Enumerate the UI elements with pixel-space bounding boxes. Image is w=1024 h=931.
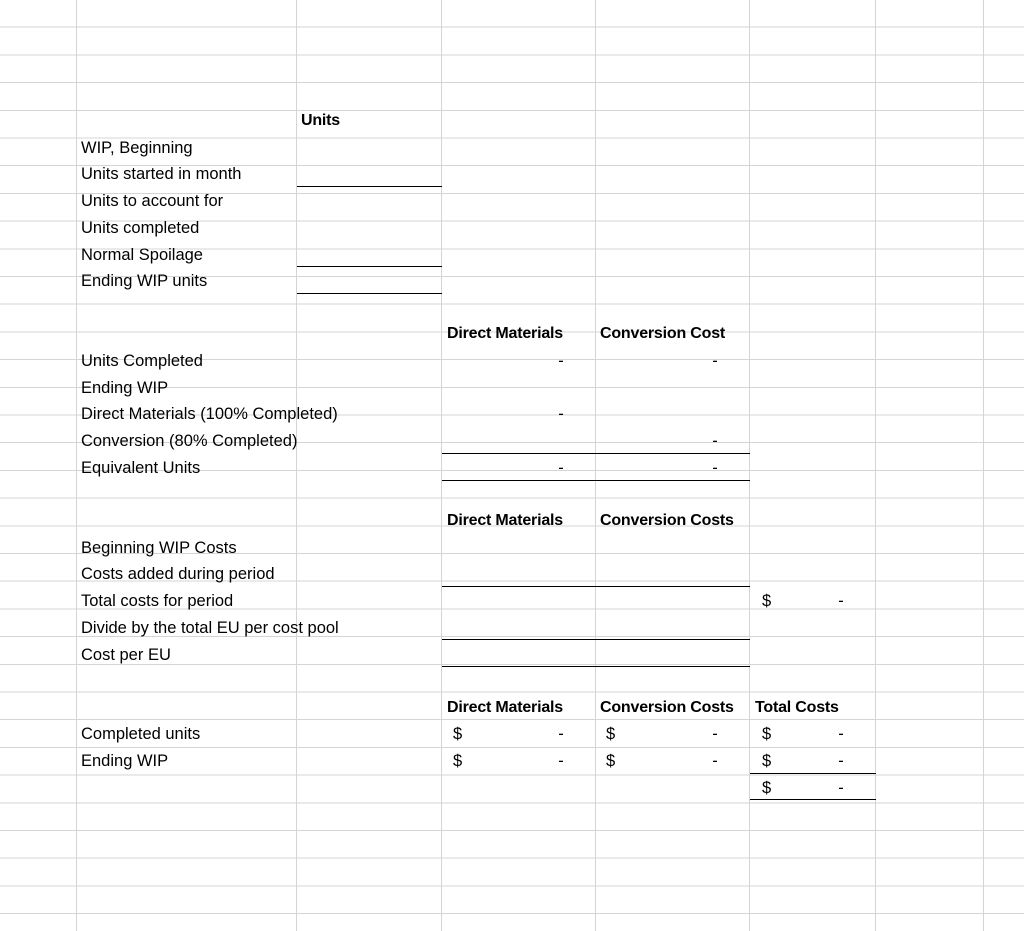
col-header-direct-materials-cost: Direct Materials [447, 512, 563, 529]
dollar-sign: $ [762, 725, 772, 743]
underline [442, 586, 750, 587]
dash-value: - [838, 592, 844, 610]
row-label-completed-units: Completed units [81, 725, 201, 743]
underline [297, 293, 442, 294]
dollar-sign: $ [453, 752, 463, 770]
dash-value: - [558, 752, 564, 770]
row-label-cost-per-eu: Cost per EU [81, 646, 171, 664]
dash-value: - [838, 752, 844, 770]
underline [750, 799, 876, 800]
col-header-direct-materials-assign: Direct Materials [447, 699, 563, 716]
dash-value: - [712, 352, 718, 370]
dollar-sign: $ [762, 752, 772, 770]
dash-value: - [838, 725, 844, 743]
underline [750, 773, 876, 774]
dash-value: - [558, 459, 564, 477]
underline [297, 186, 442, 187]
col-header-total-costs: Total Costs [755, 699, 839, 716]
dollar-sign: $ [606, 752, 616, 770]
row-label-dm-completed: Direct Materials (100% Completed) [81, 405, 338, 423]
row-label-total-costs-period: Total costs for period [81, 592, 234, 610]
col-header-direct-materials: Direct Materials [447, 325, 563, 342]
dollar-sign: $ [453, 725, 463, 743]
dash-value: - [558, 352, 564, 370]
dash-value: - [838, 779, 844, 797]
row-label-normal-spoilage: Normal Spoilage [81, 246, 203, 264]
row-label-wip-beginning: WIP, Beginning [81, 139, 193, 157]
dollar-sign: $ [606, 725, 616, 743]
row-label-units-completed-eu: Units Completed [81, 352, 203, 370]
row-label-ending-wip: Ending WIP [81, 379, 169, 397]
underline [442, 639, 750, 640]
dash-value: - [712, 432, 718, 450]
dash-value: - [558, 725, 564, 743]
dash-value: - [712, 752, 718, 770]
row-label-units-to-account-for: Units to account for [81, 192, 224, 210]
underline [442, 666, 750, 667]
underline [297, 266, 442, 267]
dash-value: - [558, 405, 564, 423]
col-header-conversion-cost: Conversion Cost [600, 325, 726, 342]
dash-value: - [712, 725, 718, 743]
row-label-conversion-completed: Conversion (80% Completed) [81, 432, 298, 450]
col-header-conversion-costs: Conversion Costs [600, 512, 734, 529]
row-label-beginning-wip-costs: Beginning WIP Costs [81, 539, 237, 557]
units-header: Units [301, 112, 341, 129]
dash-value: - [712, 459, 718, 477]
row-label-equivalent-units: Equivalent Units [81, 459, 201, 477]
row-label-divide-eu: Divide by the total EU per cost pool [81, 619, 339, 637]
row-label-costs-added: Costs added during period [81, 565, 275, 583]
underline [442, 480, 750, 481]
dollar-sign: $ [762, 592, 772, 610]
underline [442, 453, 750, 454]
row-label-units-completed: Units completed [81, 219, 200, 237]
row-label-ending-wip-units: Ending WIP units [81, 272, 208, 290]
dollar-sign: $ [762, 779, 772, 797]
row-label-ending-wip-assign: Ending WIP [81, 752, 169, 770]
col-header-conversion-costs-assign: Conversion Costs [600, 699, 734, 716]
row-label-units-started: Units started in month [81, 165, 242, 183]
